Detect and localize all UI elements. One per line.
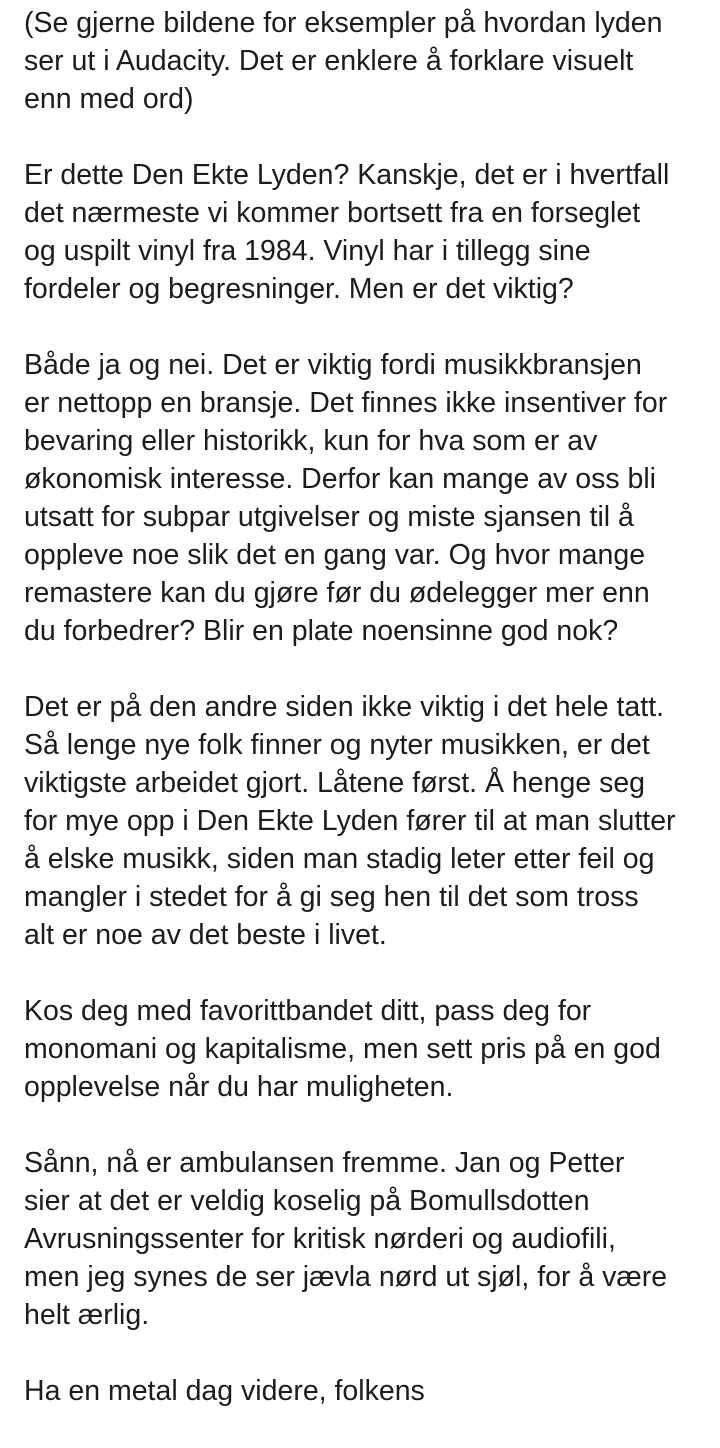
text-line: enn med ord)	[24, 83, 194, 115]
text-line: Kos deg med favorittbandet ditt, pass deg for	[24, 995, 592, 1027]
text-line: oppleve noe slik det en gang var. Og hvor mange	[24, 539, 646, 571]
text-line: ser ut i Audacity. Det er enklere å forklare visuelt	[24, 45, 634, 77]
text-line: mangler i stedet for å gi seg hen til det som tross	[24, 881, 639, 913]
text-line: bevaring eller historikk, kun for hva som er av	[24, 425, 598, 457]
paragraph-ambulance	[24, 1144, 714, 1334]
text-line: utsatt for subpar utgivelser og miste sjansen til å	[24, 501, 634, 533]
text-line: Så lenge nye folk finner og nyter musikken, er det	[24, 729, 650, 761]
text-line: økonomisk interesse. Derfor kan mange av oss bli	[24, 463, 657, 495]
text-line: å elske musikk, siden man stadig leter etter feil og	[24, 843, 655, 875]
text-line: Det er på den andre siden ikke viktig i det hele tatt.	[24, 691, 665, 723]
text-line: helt ærlig.	[24, 1299, 150, 1331]
paragraph-not-important	[24, 688, 714, 954]
text-line: remastere kan du gjøre før du ødelegger mer enn	[24, 577, 650, 609]
post-body	[24, 4, 714, 1448]
text-line: og uspilt vinyl fra 1984. Vinyl har i tillegg sine	[24, 235, 591, 267]
text-line: Sånn, nå er ambulansen fremme. Jan og Petter	[24, 1147, 625, 1179]
text-line: (Se gjerne bildene for eksempler på hvordan lyden	[24, 7, 663, 39]
paragraph-signoff	[24, 1372, 714, 1410]
paragraph-intro	[24, 4, 714, 118]
text-line: du forbedrer? Blir en plate noensinne god nok?	[24, 615, 619, 647]
paragraph-real-sound	[24, 156, 714, 308]
text-line: Både ja og nei. Det er viktig fordi musikkbransjen	[24, 349, 642, 381]
text-line: viktigste arbeidet gjort. Låtene først. Å henge seg	[24, 767, 646, 799]
text-line: opplevelse når du har muligheten.	[24, 1071, 454, 1103]
text-line: sier at det er veldig koselig på Bomullsdotten	[24, 1185, 590, 1217]
text-line: alt er noe av det beste i livet.	[24, 919, 387, 951]
text-line: men jeg synes de ser jævla nørd ut sjøl, for å være	[24, 1261, 668, 1293]
text-line: Avrusningssenter for kritisk nørderi og audiofili,	[24, 1223, 616, 1255]
text-line: monomani og kapitalisme, men sett pris på en god	[24, 1033, 661, 1065]
text-line: er nettopp en bransje. Det finnes ikke insentiver for	[24, 387, 668, 419]
text-line: Ha en metal dag videre, folkens	[24, 1375, 425, 1407]
text-line: for mye opp i Den Ekte Lyden fører til at man slutter	[24, 805, 676, 837]
paragraph-yes-and-no	[24, 346, 714, 650]
paragraph-enjoy	[24, 992, 714, 1106]
text-line: det nærmeste vi kommer bortsett fra en forseglet	[24, 197, 641, 229]
text-line: fordeler og begresninger. Men er det viktig?	[24, 273, 574, 305]
text-line: Er dette Den Ekte Lyden? Kanskje, det er i hvertfall	[24, 159, 670, 191]
